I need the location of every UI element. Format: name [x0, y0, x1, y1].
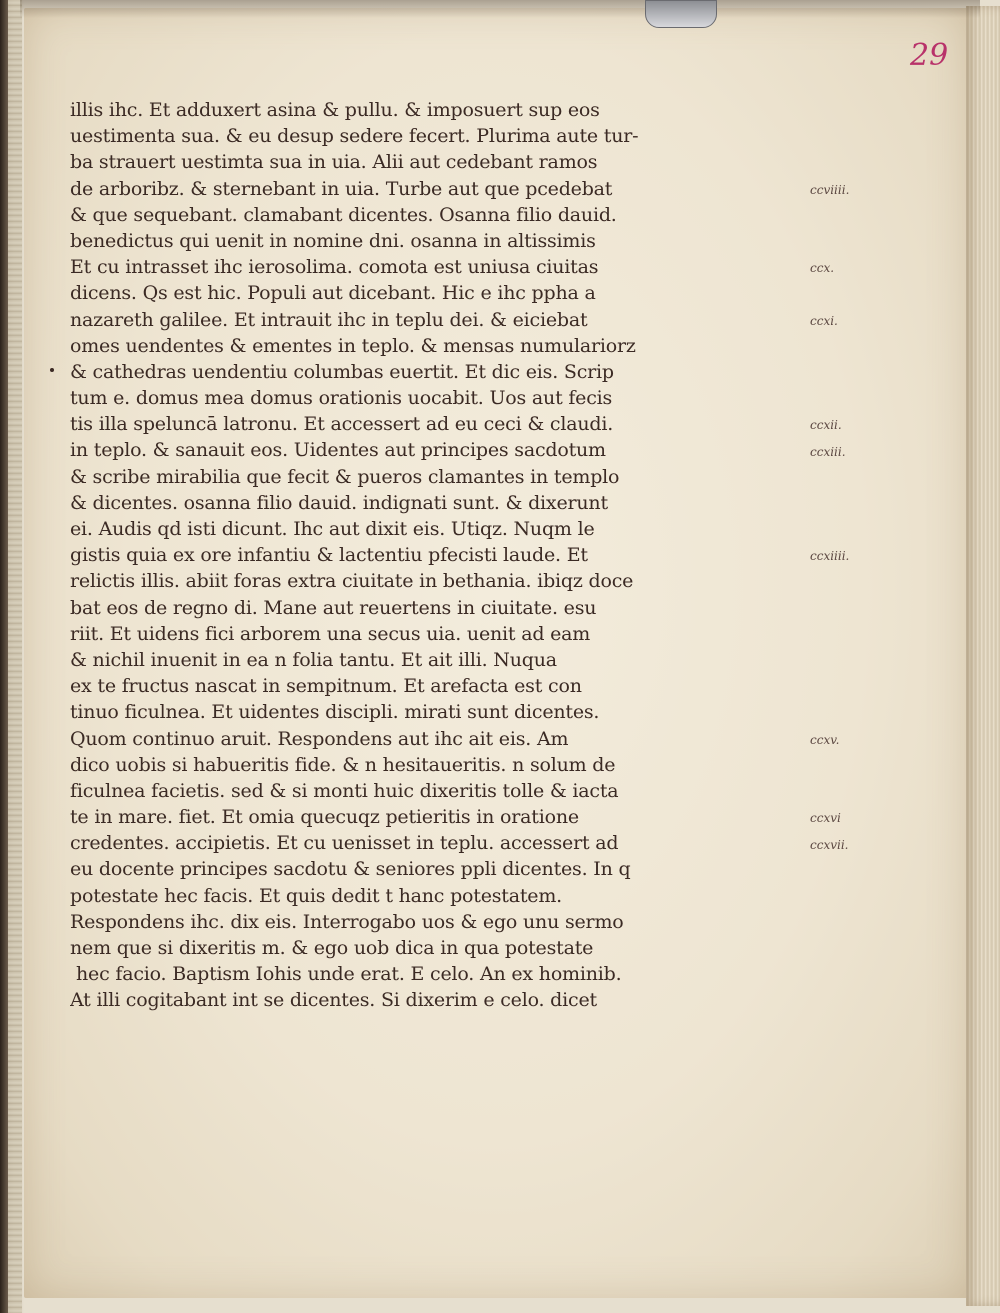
marginal-section-number: ccviiii.	[810, 182, 850, 197]
text-line: ex te fructus nascat in sempitnum. Et arefacta est con	[70, 675, 582, 698]
folio-number: 29	[910, 38, 949, 73]
marginal-section-number: ccxvii.	[810, 837, 849, 852]
text-line: potestate hec facis. Et quis dedit t hanc potestatem.	[70, 884, 563, 907]
text-line: dicens. Qs est hic. Populi aut dicebant. Hic e ihc ppha a	[70, 282, 596, 305]
marginal-section-number: ccxiiii.	[810, 549, 850, 564]
text-line: relictis illis. abiit foras extra ciuitate in bethania. ibiqz doce	[70, 570, 634, 593]
text-line: uestimenta sua. & eu desup sedere fecert. Plurima aute tur-	[70, 125, 639, 148]
marginal-section-number: ccx.	[810, 261, 835, 276]
text-line: de arboribz. & sternebant in uia. Turbe aut que pcedebat	[70, 177, 613, 200]
marginal-section-number: ccxvi	[810, 811, 841, 826]
metal-clip-icon	[645, 0, 717, 28]
text-line: nem que si dixeritis m. & ego uob dica in qua potestate	[70, 937, 594, 959]
text-line: ba strauert uestimta sua in uia. Alii aut cedebant ramos	[70, 151, 598, 174]
text-line: & que sequebant. clamabant dicentes. Osanna filio dauid.	[70, 203, 617, 226]
page-stack-edge	[966, 6, 1000, 1306]
marginal-section-number: ccxii.	[810, 418, 842, 433]
text-line: & scribe mirabilia que fecit & pueros clamantes in templo	[70, 465, 620, 488]
text-line: Et cu intrasset ihc ierosolima. comota est uniusa ciuitas	[70, 256, 599, 279]
text-line: dico uobis si habueritis fide. & n hesitaueritis. n solum de	[70, 753, 616, 776]
binding-shadow	[0, 0, 8, 1313]
text-line: bat eos de regno di. Mane aut reuertens in ciuitate. esu	[70, 596, 597, 619]
top-shadow	[20, 0, 980, 18]
ink-dot	[50, 368, 54, 372]
text-line: eu docente principes sacdotu & seniores ppli dicentes. In q	[70, 858, 631, 881]
text-line: & cathedras uendentiu columbas euertit. Et dic eis. Scrip	[70, 360, 614, 383]
marginal-section-number: ccxv.	[810, 732, 840, 747]
text-line: riit. Et uidens fici arborem una secus uia. uenit ad eam	[70, 622, 591, 645]
text-line: tum e. domus mea domus orationis uocabit. Uos aut fecis	[70, 387, 613, 410]
text-line: ficulnea facietis. sed & si monti huic dixeritis tolle & iacta	[70, 779, 619, 802]
text-line: gistis quia ex ore infantiu & lactentiu pfecisti laude. Et	[70, 544, 588, 567]
text-line: Quom continuo aruit. Respondens aut ihc ait eis. Am	[70, 727, 569, 750]
text-line: omes uendentes & ementes in teplo. & mensas numulariorz	[70, 334, 636, 357]
text-line: Respondens ihc. dix eis. Interrogabo uos & ego unu sermo	[70, 910, 624, 933]
text-line: tinuo ficulnea. Et uidentes discipli. mirati sunt dicentes.	[70, 701, 600, 724]
manuscript-text	[70, 97, 790, 1014]
marginal-section-number: ccxi.	[810, 313, 838, 328]
text-line: hec facio. Baptism Iohis unde erat. E celo. An ex hominib.	[76, 963, 622, 986]
text-line: & dicentes. osanna filio dauid. indignati sunt. & dixerunt	[70, 491, 608, 514]
text-line: nazareth galilee. Et intrauit ihc in teplu dei. & eiciebat	[70, 308, 588, 331]
text-line: in teplo. & sanauit eos. Uidentes aut principes sacdotum	[70, 439, 606, 462]
text-line: At illi cogitabant int se dicentes. Si dixerim e celo. dicet	[70, 989, 597, 1012]
text-line: benedictus qui uenit in nomine dni. osanna in altissimis	[70, 229, 596, 252]
text-line: credentes. accipietis. Et cu uenisset in teplu. accessert ad	[70, 832, 619, 855]
text-line: tis illa speluncā latronu. Et accessert ad eu ceci & claudi.	[70, 413, 614, 436]
marginal-section-number: ccxiii.	[810, 444, 846, 459]
text-line: & nichil inuenit in ea n folia tantu. Et ait illi. Nuqua	[70, 648, 557, 671]
text-line: illis ihc. Et adduxert asina & pullu. & imposuert sup eos	[70, 99, 600, 121]
text-line: te in mare. fiet. Et omia quecuqz petieritis in oratione	[70, 806, 579, 829]
text-line: ei. Audis qd isti dicunt. Ihc aut dixit eis. Utiqz. Nuqm le	[70, 518, 595, 540]
